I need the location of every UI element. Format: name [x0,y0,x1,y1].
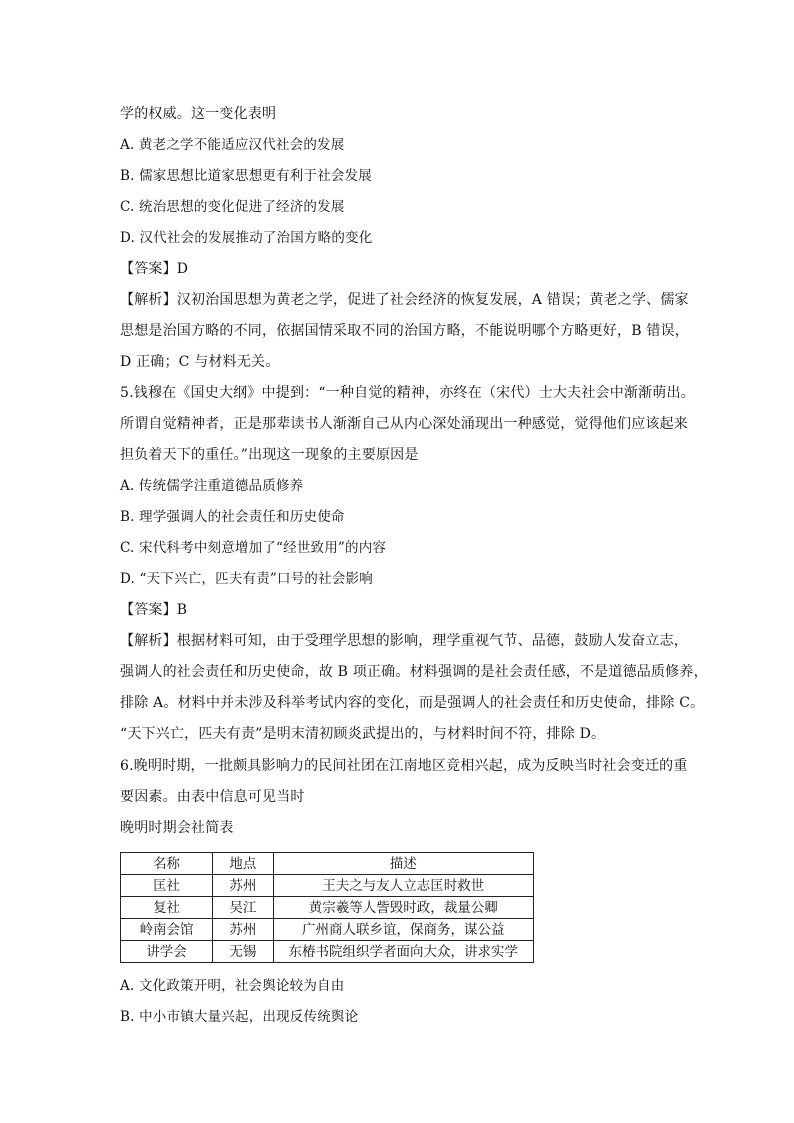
table-cell: 东椿书院组织学者面向大众，讲求实学 [273,941,533,963]
explanation-line: 思想是治国方略的不同，依据国情采取不同的治国方略，不能说明哪个方略更好，B 错误， [120,323,689,339]
option-b: B. 理学强调人的社会责任和历史使命 [120,509,345,525]
explanation-line: 强调人的社会责任和历史使命，故 B 项正确。材料强调的是社会责任感，不是道德品质修养， [120,664,708,680]
option-a: A. 黄老之学不能适应汉代社会的发展 [120,137,345,153]
option-b: B. 中小市镇大量兴起，出现反传统舆论 [120,1009,359,1025]
explanation-line: D 正确；C 与材料无关。 [120,354,280,370]
table-cell: 吴江 [213,897,273,919]
question-5-text: 担负着天下的重任。”出现这一现象的主要原因是 [120,447,419,463]
table-header-row [121,853,534,875]
question-6-text: 6.晚明时期，一批颇具影响力的民间社团在江南地区竞相兴起，成为反映当时社会变迁的重 [120,758,688,774]
table-row [121,875,534,897]
table-title: 晚明时期会社简表 [120,820,234,836]
option-a: A. 文化政策开明，社会舆论较为自由 [120,978,345,994]
option-d: D. 汉代社会的发展推动了治国方略的变化 [120,230,373,246]
table-cell: 黄宗羲等人訾毁时政，裁量公卿 [273,897,533,919]
table-cell: 王夫之与友人立志匡时救世 [273,875,533,897]
table-cell: 匡社 [121,875,213,897]
table-row [121,941,534,963]
explanation-line: “天下兴亡，匹夫有责”是明末清初顾炎武提出的，与材料时间不符，排除 D。 [120,726,606,742]
explanation-line: 【解析】根据材料可知，由于受理学思想的影响，理学重视气节、品德，鼓励人发奋立志， [120,633,688,649]
explanation-line: 排除 A。材料中并未涉及科举考试内容的变化，而是强调人的社会责任和历史使命，排除 C。 [120,695,705,711]
table-cell: 讲学会 [121,941,213,963]
table-row [121,919,534,941]
column-header: 描述 [273,853,533,875]
column-header: 地点 [213,853,273,875]
text-line: 学的权威。这一变化表明 [120,106,277,122]
option-d: D. “天下兴亡，匹夫有责”口号的社会影响 [120,571,373,587]
table-cell: 岭南会馆 [121,919,213,941]
society-table [120,852,534,963]
table-row [121,897,534,919]
option-a: A. 传统儒学注重道德品质修养 [120,478,304,494]
column-header: 名称 [121,853,213,875]
option-b: B. 儒家思想比道家思想更有利于社会发展 [120,168,373,184]
question-5-text: 5.钱穆在《国史大纲》中提到：“一种自觉的精神，亦终在（宋代）士大夫社会中渐渐萌出。 [120,385,695,401]
table-cell: 复社 [121,897,213,919]
explanation-line: 【解析】汉初治国思想为黄老之学，促进了社会经济的恢复发展，A 错误；黄老之学、儒家 [120,292,689,308]
answer: 【答案】D [120,261,189,277]
option-c: C. 宋代科考中刻意增加了“经世致用”的内容 [120,540,387,556]
table-cell: 苏州 [213,919,273,941]
table-cell: 无锡 [213,941,273,963]
answer: 【答案】B [120,602,188,618]
option-c: C. 统治思想的变化促进了经济的发展 [120,199,345,215]
table-cell: 苏州 [213,875,273,897]
question-5-text: 所谓自觉精神者，正是那辈读书人渐渐自己从内心深处涌现出一种感觉，觉得他们应该起来 [120,416,688,432]
question-6-text: 要因素。由表中信息可见当时 [120,789,305,805]
table-cell: 广州商人联乡谊，保商务，谋公益 [273,919,533,941]
